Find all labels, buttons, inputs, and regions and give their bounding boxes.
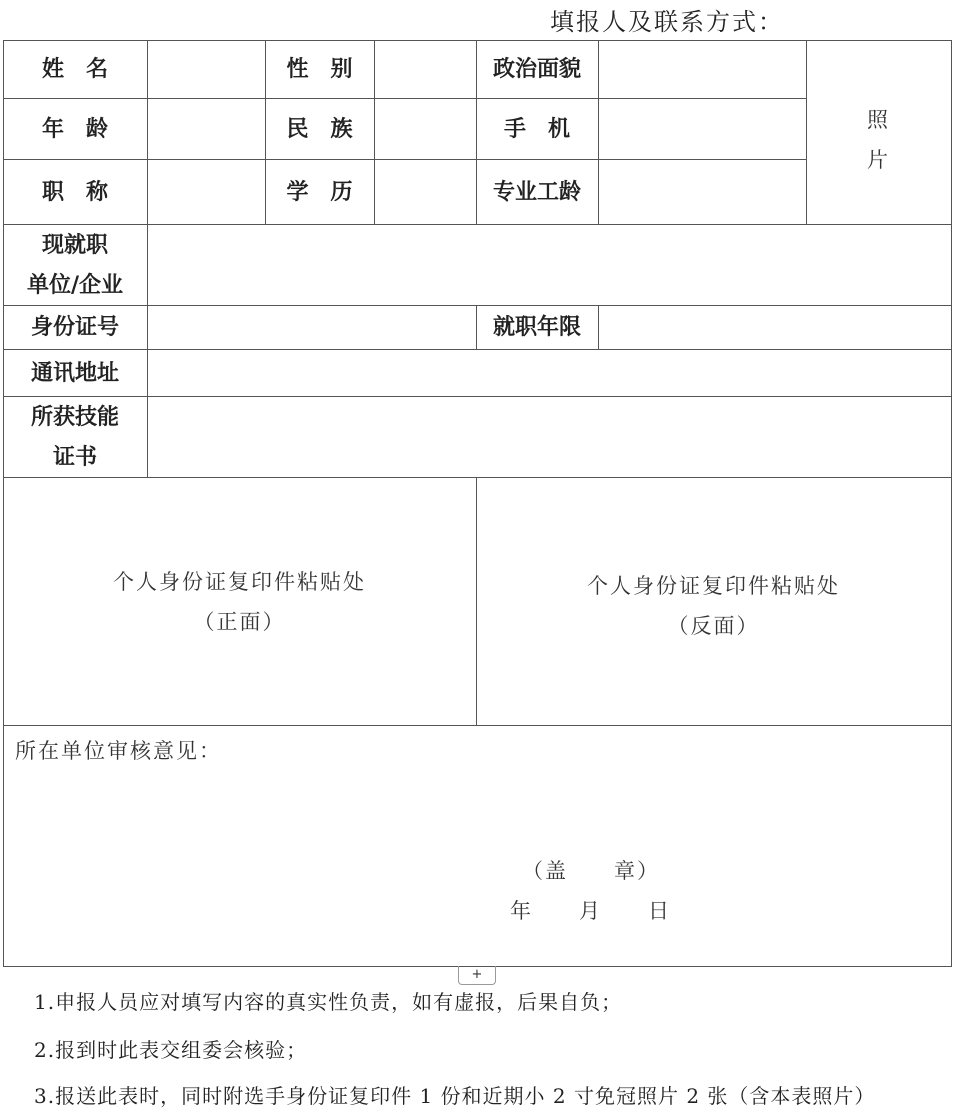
employer-field[interactable] (148, 225, 951, 305)
gender-field[interactable] (375, 41, 476, 98)
note-3: 3.报送此表时，同时附选手身份证复印件 1 份和近期小 2 寸免冠照片 2 张（含本表照片） (34, 1084, 876, 1108)
id-back-paste-area[interactable]: 个人身份证复印件粘贴处 （反面） (587, 574, 840, 638)
label-age: 年 龄 (41, 115, 108, 142)
work-years-field[interactable] (599, 160, 806, 224)
label-tenure: 就职年限 (492, 314, 581, 340)
seal-label: （盖 章） (522, 859, 660, 883)
tenure-field[interactable] (599, 306, 951, 349)
education-field[interactable] (375, 160, 476, 224)
age-field[interactable] (148, 99, 265, 159)
label-certificates: 所获技能 证书 (30, 403, 119, 470)
label-employer: 现就职 单位/企业 (26, 231, 124, 298)
photo-placeholder[interactable]: 照 片 (867, 108, 890, 172)
label-political: 政治面貌 (492, 56, 581, 82)
label-ethnicity: 民 族 (286, 115, 353, 142)
contact-label: 填报人及联系方式： (550, 8, 784, 36)
id-front-paste-area[interactable]: 个人身份证复印件粘贴处 （正面） (113, 570, 366, 634)
name-field[interactable] (148, 41, 265, 98)
label-id-number: 身份证号 (30, 314, 119, 340)
certificates-field[interactable] (148, 397, 951, 477)
ethnicity-field[interactable] (375, 99, 476, 159)
label-title: 职 称 (41, 178, 108, 205)
title-field[interactable] (148, 160, 265, 224)
label-address: 通讯地址 (30, 359, 119, 386)
address-field[interactable] (148, 350, 951, 396)
label-education: 学 历 (286, 178, 353, 205)
mobile-field[interactable] (599, 99, 806, 159)
review-title: 所在单位审核意见： (15, 739, 222, 763)
id-number-field[interactable] (148, 306, 476, 349)
label-mobile: 手 机 (503, 115, 570, 142)
note-1: 1.申报人员应对填写内容的真实性负责，如有虚报，后果自负； (34, 990, 623, 1014)
add-row-button[interactable]: + (458, 966, 496, 985)
political-field[interactable] (599, 41, 806, 98)
label-name: 姓 名 (41, 56, 108, 82)
label-gender: 性 别 (286, 56, 353, 82)
label-work-years: 专业工龄 (492, 178, 581, 205)
note-2: 2.报到时此表交组委会核验； (34, 1038, 308, 1062)
date-label: 年 月 日 (510, 899, 671, 923)
